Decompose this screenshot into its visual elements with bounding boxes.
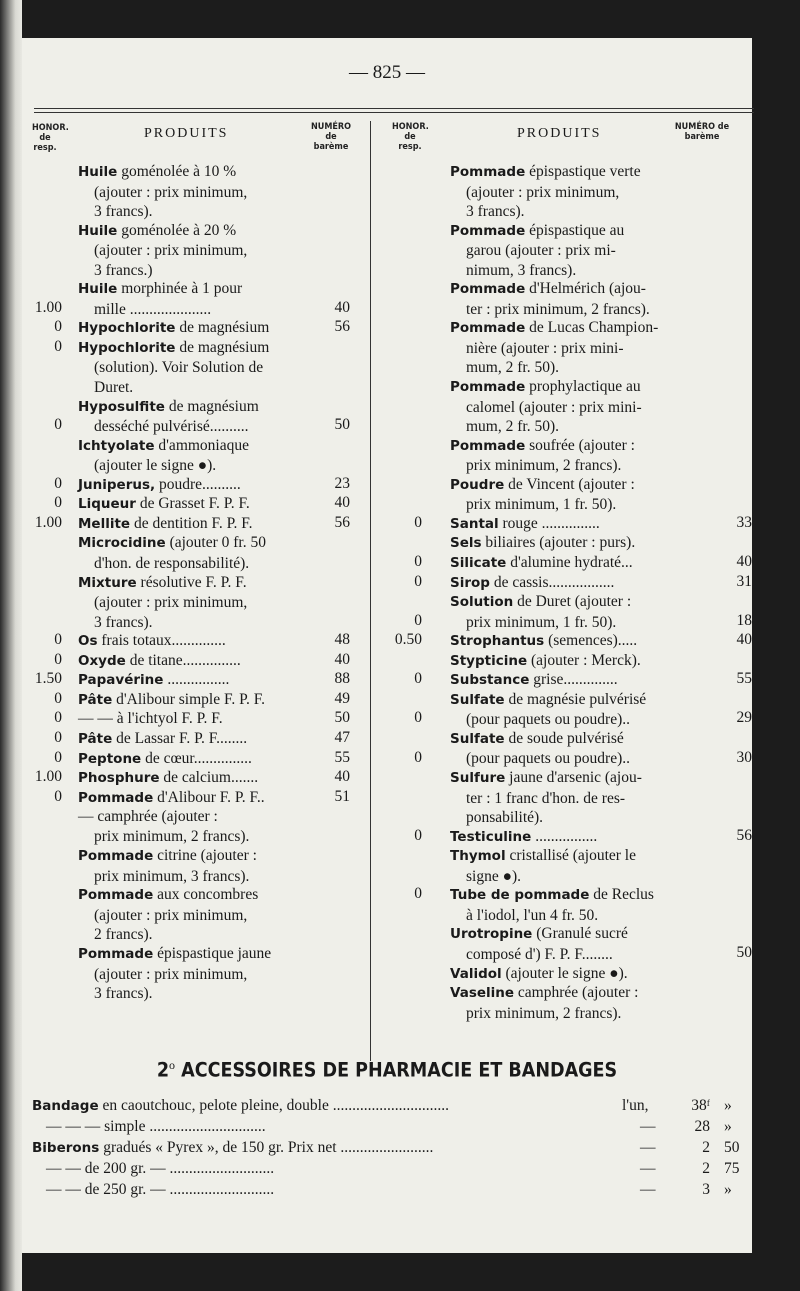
- page-number: — 825 —: [349, 62, 425, 83]
- product-text: [78, 651, 241, 672]
- bandage-cents: »: [724, 1181, 732, 1198]
- product-text: [78, 729, 247, 750]
- product-line: (ajouter : prix minimum,: [94, 594, 248, 612]
- product-line: Microcidine (ajouter 0 fr. 50: [78, 534, 266, 552]
- bandage-text: — — de 200 gr. — ...........................: [46, 1160, 275, 1177]
- product-line: 3 francs).: [466, 203, 525, 221]
- product-name: Sulfate: [450, 730, 505, 747]
- product-line: d'hon. de responsabilité).: [94, 554, 250, 572]
- bandage-unit: —: [640, 1139, 656, 1156]
- product-line: garou (ajouter : prix mi-: [466, 242, 616, 260]
- product-line: (ajouter : prix minimum,: [466, 183, 620, 201]
- product-line: — — à l'ichtyol F. P. F.: [78, 710, 223, 728]
- product-text: [78, 221, 247, 281]
- product-line: mille .....................: [94, 300, 212, 318]
- bandage-cents: »: [724, 1118, 732, 1135]
- honor-value: 0: [414, 709, 422, 727]
- bareme-number: 40: [334, 768, 350, 786]
- bandage-cents: »: [724, 1097, 732, 1114]
- product-line: 3 francs).: [94, 613, 153, 631]
- product-text: [78, 846, 257, 886]
- product-name: Strophantus: [450, 633, 545, 650]
- product-line: Sulfate de soude pulvérisé: [450, 729, 624, 747]
- product-name: Substance: [450, 672, 530, 689]
- product-text: [78, 533, 266, 573]
- product-line: Validol (ajouter le signe ●).: [450, 964, 628, 982]
- product-text: [78, 162, 247, 222]
- product-line: Solution de Duret (ajouter :: [450, 593, 632, 611]
- product-text: [450, 964, 628, 985]
- product-name: Papavérine: [78, 672, 164, 689]
- honor-value: 1.00: [34, 513, 62, 531]
- product-text: [78, 944, 271, 1004]
- bareme-number: 88: [334, 670, 350, 688]
- product-name: Pommade: [450, 320, 526, 337]
- bandage-price: 3: [702, 1181, 710, 1198]
- bandage-unit: —: [640, 1118, 656, 1135]
- bandage-text: Biberons gradués « Pyrex », de 150 gr. Prix net ........................: [32, 1139, 434, 1156]
- product-line: Tube de pommade de Reclus: [450, 886, 654, 904]
- honor-value: 0: [414, 553, 422, 570]
- product-line: signe ●).: [466, 867, 521, 885]
- produits-header-left: PRODUITS: [144, 126, 229, 141]
- product-name: Mixture: [78, 574, 137, 591]
- numero-header-right: NUMÉRO de barème: [674, 122, 730, 142]
- product-line: Pommade d'Alibour F. P. F..: [78, 788, 265, 806]
- product-line: Huile goménolée à 10 %: [78, 163, 237, 180]
- honor-value: 0: [54, 689, 62, 707]
- product-name: Thymol: [450, 848, 506, 865]
- bareme-number: 40: [334, 494, 350, 512]
- product-line: à l'iodol, l'un 4 fr. 50.: [466, 906, 599, 924]
- honor-value: 0: [54, 728, 62, 746]
- bareme-number: 55: [736, 670, 752, 688]
- product-line: 3 francs.): [94, 261, 153, 279]
- product-text: [78, 475, 241, 496]
- bareme-number: 40: [334, 650, 350, 668]
- bareme-number: 48: [334, 631, 350, 649]
- product-line: (pour paquets ou poudre)..: [466, 750, 630, 768]
- bareme-number: 56: [736, 826, 752, 844]
- product-text: [78, 807, 249, 846]
- product-line: Papavérine ................: [78, 671, 230, 689]
- product-line: Os frais totaux..............: [78, 632, 226, 650]
- product-name: Pommade: [450, 437, 526, 454]
- product-line: nimum, 3 francs).: [466, 261, 577, 279]
- product-text: [78, 279, 242, 319]
- product-line: nière (ajouter : prix mini-: [466, 339, 624, 357]
- product-line: ter : prix minimum, 2 francs).: [466, 300, 650, 318]
- bareme-number: 50: [736, 944, 752, 961]
- bandage-name: Bandage: [32, 1098, 99, 1114]
- product-line: Sels biliaires (ajouter : purs).: [450, 534, 636, 552]
- product-name: Sulfate: [450, 691, 505, 708]
- product-line: — camphrée (ajouter :: [78, 808, 218, 826]
- product-line: Hyposulfite de magnésium: [78, 397, 259, 415]
- product-name: Sirop: [450, 574, 490, 591]
- honor-value: 0.50: [394, 631, 422, 649]
- product-text: [78, 436, 249, 476]
- product-text: [450, 768, 642, 828]
- bareme-number: 55: [334, 748, 350, 766]
- product-name: Pommade: [78, 887, 154, 904]
- product-name: Hypochlorite: [78, 339, 176, 356]
- product-text: [450, 846, 636, 886]
- bandage-price: 28: [694, 1118, 710, 1135]
- product-line: composé d') F. P. F........: [466, 945, 613, 963]
- product-line: Sulfate de magnésie pulvérisé: [450, 690, 647, 708]
- product-text: [450, 553, 633, 574]
- product-name: Pommade: [78, 946, 154, 962]
- product-name: Poudre: [450, 476, 505, 493]
- honor-value: 0: [414, 826, 422, 844]
- honor-value: 0: [414, 748, 422, 766]
- product-line: Ichtyolate d'ammoniaque: [78, 436, 249, 454]
- product-text: [450, 924, 628, 964]
- product-text: [450, 592, 631, 632]
- honor-value: 1.50: [34, 670, 62, 688]
- product-line: (ajouter : prix minimum,: [94, 965, 248, 983]
- honor-value: 0: [54, 787, 62, 805]
- product-line: mum, 2 fr. 50).: [466, 359, 559, 377]
- product-line: Sirop de cassis.................: [450, 573, 615, 591]
- product-text: [450, 279, 650, 319]
- product-name: Pâte: [78, 691, 113, 708]
- product-name: Validol: [450, 965, 502, 982]
- product-name: Pommade: [78, 848, 154, 865]
- product-text: [78, 768, 258, 789]
- product-text: [78, 573, 247, 633]
- product-name: Phosphure: [78, 770, 160, 787]
- bareme-number: 40: [334, 298, 350, 316]
- honor-header-right: HONOR. de resp.: [392, 122, 429, 152]
- product-text: [450, 827, 597, 848]
- product-text: [450, 690, 646, 730]
- bandage-unit: —: [640, 1160, 656, 1177]
- product-line: Poudre de Vincent (ajouter :: [450, 475, 635, 493]
- honor-value: 0: [414, 670, 422, 688]
- product-name: Sels: [450, 535, 482, 552]
- section-title: ACCESSOIRES DE PHARMACIE ET BANDAGES: [181, 1058, 618, 1082]
- product-line: ponsabilité).: [466, 809, 544, 827]
- product-line: Pommade prophylactique au: [450, 378, 641, 396]
- product-line: Mixture résolutive F. P. F.: [78, 573, 247, 591]
- product-line: Duret.: [94, 379, 134, 397]
- product-name: Microcidine: [78, 535, 166, 552]
- product-line: Pâte de Lassar F. P. F........: [78, 729, 248, 747]
- product-name: Os: [78, 633, 98, 650]
- product-text: [450, 983, 638, 1023]
- product-line: 3 francs).: [94, 985, 153, 1003]
- product-line: Phosphure de calcium.......: [78, 769, 259, 787]
- product-text: [450, 631, 637, 652]
- product-text: [450, 318, 658, 378]
- section-ordinal: o: [169, 1058, 176, 1072]
- product-name: Juniperus,: [78, 476, 156, 493]
- bareme-number: 50: [334, 709, 350, 727]
- product-text: [450, 221, 624, 281]
- product-line: prix minimum, 2 francs).: [466, 457, 622, 475]
- bareme-number: 18: [736, 611, 752, 629]
- product-line: ter : 1 franc d'hon. de res-: [466, 789, 626, 807]
- product-line: Thymol cristallisé (ajouter le: [450, 847, 636, 865]
- product-text: [450, 670, 618, 691]
- product-name: Huile: [78, 164, 118, 180]
- product-text: [450, 377, 642, 437]
- bandage-name: Biberons: [32, 1140, 100, 1156]
- product-line: Pommade de Lucas Champion-: [450, 319, 659, 337]
- product-line: Vaseline camphrée (ajouter :: [450, 984, 639, 1002]
- section-heading: [22, 1058, 752, 1082]
- product-text: [78, 631, 226, 652]
- product-line: Mellite de dentition F. P. F.: [78, 514, 253, 532]
- product-line: Pommade d'Helmérich (ajou-: [450, 280, 646, 298]
- bandage-unit: —: [640, 1181, 656, 1198]
- product-name: Solution: [450, 594, 514, 611]
- bandage-price: 38ᶠ: [691, 1097, 710, 1114]
- product-name: Pommade: [450, 222, 526, 239]
- product-text: [78, 885, 258, 945]
- product-name: Silicate: [450, 555, 507, 571]
- product-name: Sulfure: [450, 770, 506, 787]
- product-line: prix minimum, 1 fr. 50).: [466, 496, 617, 514]
- bareme-number: 30: [736, 748, 752, 766]
- product-line: Strophantus (semences).....: [450, 632, 638, 650]
- product-text: [78, 397, 259, 437]
- bareme-number: 23: [334, 474, 350, 492]
- document-page: [22, 38, 752, 1253]
- honor-value: 0: [414, 572, 422, 590]
- product-line: Juniperus, poudre..........: [78, 475, 241, 493]
- column-divider: [370, 121, 371, 1061]
- bandage-text: — — — simple ..............................: [46, 1118, 266, 1135]
- produits-header-right: PRODUITS: [517, 126, 602, 141]
- product-name: Ichtyolate: [78, 437, 155, 454]
- product-name: Huile: [78, 281, 118, 298]
- product-line: Stypticine (ajouter : Merck).: [450, 651, 641, 669]
- product-line: calomel (ajouter : prix mini-: [466, 398, 642, 416]
- product-text: [450, 162, 641, 222]
- product-name: Peptone: [78, 750, 142, 767]
- honor-value: 0: [414, 513, 422, 531]
- product-line: Silicate d'alumine hydraté...: [450, 554, 633, 571]
- product-line: mum, 2 fr. 50).: [466, 418, 559, 436]
- bandage-text: — — de 250 gr. — ...........................: [46, 1181, 275, 1198]
- product-line: Pommade épispastique jaune: [78, 945, 272, 962]
- bareme-number: 40: [736, 553, 752, 570]
- product-name: Urotropine: [450, 926, 533, 943]
- product-line: prix minimum, 2 francs).: [466, 1004, 622, 1022]
- product-text: [78, 514, 253, 535]
- product-line: Huile morphinée à 1 pour: [78, 280, 243, 298]
- bandage-price: 2: [702, 1160, 710, 1177]
- honor-value: 0: [414, 885, 422, 903]
- product-line: Hypochlorite de magnésium: [78, 319, 270, 337]
- product-name: Pommade: [450, 281, 526, 298]
- bareme-number: 29: [736, 709, 752, 727]
- product-line: Substance grise..............: [450, 671, 618, 689]
- bandage-text: Bandage en caoutchouc, pelote pleine, double ..............................: [32, 1097, 449, 1114]
- bareme-number: 50: [334, 416, 350, 434]
- bandage-cents: 75: [724, 1160, 740, 1177]
- product-text: [78, 318, 269, 339]
- product-name: Santal: [450, 515, 499, 532]
- product-name: Hypochlorite: [78, 320, 176, 337]
- product-text: [450, 436, 635, 476]
- product-text: [450, 475, 635, 515]
- honor-value: 0: [54, 416, 62, 434]
- product-line: Oxyde de titane...............: [78, 651, 241, 669]
- product-text: [78, 709, 223, 729]
- honor-value: 0: [54, 748, 62, 766]
- honor-value: 0: [54, 318, 62, 336]
- product-line: (ajouter le signe ●).: [94, 457, 217, 475]
- honor-value: 0: [54, 709, 62, 727]
- honor-value: 0: [54, 337, 62, 355]
- product-name: Hyposulfite: [78, 398, 165, 415]
- product-name: Stypticine: [450, 652, 528, 669]
- product-name: Pommade: [78, 789, 154, 806]
- bandage-unit: l'un,: [622, 1097, 649, 1114]
- honor-value: 1.00: [34, 768, 62, 786]
- product-name: Liqueur: [78, 496, 136, 513]
- product-name: Pâte: [78, 730, 113, 747]
- header-rule-bottom: [34, 112, 754, 113]
- product-text: [450, 729, 630, 769]
- numero-header-left: NUMÉRO de barème: [310, 122, 352, 152]
- section-number: 2: [156, 1058, 170, 1082]
- product-line: Pommade épispastique verte: [450, 163, 641, 180]
- product-line: Testiculine ................: [450, 827, 598, 845]
- product-text: [78, 749, 252, 770]
- bareme-number: 40: [736, 631, 752, 649]
- bareme-number: 47: [334, 728, 350, 746]
- product-line: (ajouter : prix minimum,: [94, 183, 248, 201]
- product-line: Peptone de cœur...............: [78, 749, 252, 767]
- product-name: Vaseline: [450, 985, 515, 1002]
- product-line: (ajouter : prix minimum,: [94, 242, 248, 260]
- product-line: Hypochlorite de magnésium: [78, 338, 270, 356]
- honor-value: 1.00: [34, 298, 62, 316]
- header-rule-top: [34, 108, 754, 109]
- product-line: Pommade aux concombres: [78, 886, 259, 904]
- product-line: (pour paquets ou poudre)..: [466, 711, 630, 729]
- product-text: [450, 573, 614, 594]
- bareme-number: 56: [334, 318, 350, 336]
- product-line: Pommade épispastique au: [450, 221, 625, 239]
- honor-header-left: HONOR. de resp.: [32, 123, 69, 153]
- product-name: Testiculine: [450, 828, 532, 845]
- product-text: [450, 651, 641, 672]
- product-text: [450, 533, 635, 554]
- product-name: Tube de pommade: [450, 887, 590, 904]
- product-line: desséché pulvérisé..........: [94, 418, 249, 436]
- honor-value: 0: [54, 650, 62, 668]
- product-text: [78, 494, 250, 515]
- product-text: [450, 885, 654, 925]
- product-line: Pâte d'Alibour simple F. P. F.: [78, 690, 266, 708]
- honor-value: 0: [54, 474, 62, 492]
- product-text: [450, 514, 600, 535]
- product-line: Liqueur de Grasset F. P. F.: [78, 495, 250, 513]
- product-line: prix minimum, 2 francs).: [94, 827, 250, 845]
- product-line: Pommade citrine (ajouter :: [78, 847, 257, 865]
- product-line: Huile goménolée à 20 %: [78, 221, 237, 239]
- product-text: [78, 670, 229, 691]
- product-name: Mellite: [78, 515, 131, 532]
- honor-value: 0: [54, 494, 62, 512]
- product-name: Pommade: [450, 379, 526, 396]
- product-line: 3 francs).: [94, 203, 153, 221]
- product-text: [78, 338, 269, 398]
- bandage-price: 2: [702, 1139, 710, 1156]
- product-line: Santal rouge ...............: [450, 514, 600, 532]
- bareme-number: 33: [736, 513, 752, 531]
- bareme-number: 49: [334, 689, 350, 707]
- honor-value: 0: [54, 631, 62, 649]
- product-line: (ajouter : prix minimum,: [94, 906, 248, 924]
- bareme-number: 56: [334, 513, 350, 531]
- product-text: [78, 788, 265, 809]
- product-line: (solution). Voir Solution de: [94, 359, 264, 377]
- product-line: 2 francs).: [94, 926, 153, 944]
- product-line: prix minimum, 3 francs).: [94, 867, 250, 885]
- product-line: prix minimum, 1 fr. 50).: [466, 613, 617, 631]
- product-name: Huile: [78, 222, 118, 239]
- product-name: Oxyde: [78, 652, 126, 669]
- bareme-number: 31: [736, 572, 752, 590]
- honor-value: 0: [414, 611, 422, 629]
- product-line: Urotropine (Granulé sucré: [450, 925, 628, 943]
- bareme-number: 51: [334, 787, 350, 805]
- product-text: [78, 690, 265, 711]
- product-line: Sulfure jaune d'arsenic (ajou-: [450, 769, 642, 787]
- bandage-cents: 50: [724, 1139, 740, 1156]
- product-line: Pommade soufrée (ajouter :: [450, 436, 635, 454]
- product-name: Pommade: [450, 164, 526, 180]
